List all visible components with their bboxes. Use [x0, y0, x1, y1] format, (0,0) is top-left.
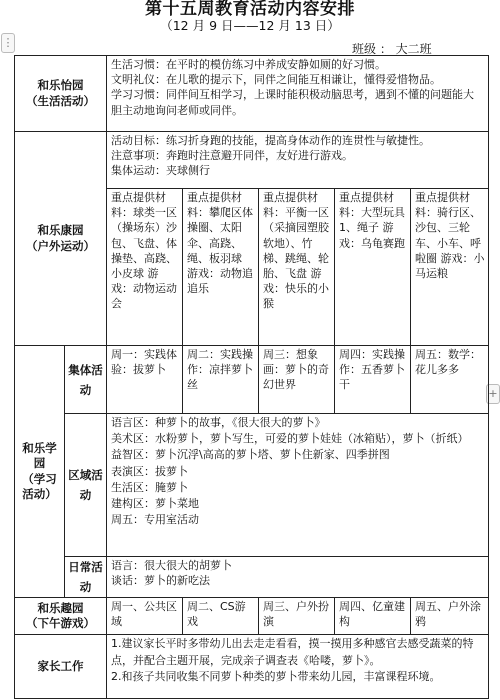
sport-line: 集体运动：夹球侧行 — [111, 164, 210, 178]
fun-day-cell: 周三、户外扮演 — [259, 598, 335, 635]
sport-content — [107, 132, 489, 189]
study-section-label: 和乐学园 （学习活动） — [15, 346, 65, 598]
parents-line: 2.和孩子共同收集不同萝卜种类的萝卜带来幼儿园，丰富课程环境。 — [111, 670, 441, 683]
area-line: 美术区：水粉萝卜，萝卜写生，可爱的萝卜娃娃（冰箱贴），萝卜（折纸） — [111, 432, 469, 446]
page-title: 第十五周教育活动内容安排 — [145, 0, 355, 19]
group-activity-label: 集体活动 — [65, 346, 107, 414]
fun-row — [15, 598, 489, 635]
study-group-row — [15, 346, 489, 414]
class-label: 班级 ： 大二班 — [352, 42, 432, 56]
group-day-cell: 周二：实践操作：凉拌萝卜丝 — [183, 346, 259, 414]
study-area-row — [15, 414, 489, 557]
drag-handle-icon[interactable]: ⋮ — [1, 33, 15, 53]
sport-day-cell: 重点提供材料：骑行区、沙包、三轮车、小车、呼啦圈 游戏：小马运粮 — [411, 189, 489, 346]
fun-day-cell: 周五、户外涂鸦 — [411, 598, 489, 635]
fun-day-cell: 周二、CS游戏 — [183, 598, 259, 635]
area-line: 表演区：拔萝卜 — [111, 464, 188, 478]
life-content — [107, 56, 489, 132]
group-day-cell: 周三：想象画：萝卜的奇幻世界 — [259, 346, 335, 414]
area-line: 语言区：种萝卜的故事，《很大很大的萝卜》 — [111, 416, 326, 429]
date-range: （12 月 9 日——12 月 13 日） — [160, 18, 340, 33]
sport-day-cell: 重点提供材料：球类一区（操场东）沙包、飞盘、体操垫、高跷、小皮球 游戏：动物运动会 — [107, 189, 183, 346]
daily-line: 谈话：萝卜的新吃法 — [111, 574, 210, 588]
area-line: 建构区：萝卜菜地 — [111, 497, 199, 511]
fun-section-label: 和乐趣园 （下午游戏） — [15, 598, 107, 635]
life-section-label: 和乐怡园 （生活活动） — [15, 56, 107, 132]
life-row — [15, 56, 489, 132]
sport-day-cell: 重点提供材料：攀爬区体操圈、太阳伞、高跷、绳、板羽球 游戏：动物追追乐 — [183, 189, 259, 346]
area-content — [107, 414, 489, 557]
daily-line: 语言：很大很大的胡萝卜 — [111, 559, 232, 572]
parents-content — [107, 635, 489, 699]
fun-day-cell: 周一、公共区域 — [107, 598, 183, 635]
sport-line: 活动目标：练习折身跑的技能，提高身体动作的连贯性与敏捷性。 — [111, 134, 430, 147]
daily-activity-label: 日常活动 — [65, 557, 107, 598]
sport-day-cell: 重点提供材料：大型玩具 1、绳子 游戏：乌龟赛跑 — [335, 189, 411, 346]
sport-section-label: 和乐康园 （户外运动） — [15, 132, 107, 346]
schedule-table — [14, 55, 489, 699]
add-column-icon[interactable]: + — [486, 384, 500, 404]
sport-day-cell: 重点提供材料：平衡一区（采摘园塑胶软地）、竹梯、跳绳、轮胎、飞盘 游戏：快乐的小猴 — [259, 189, 335, 346]
parents-row — [15, 635, 489, 699]
parents-line: 1.建议家长平时多带幼儿出去走走看看，摸一摸用多种感官去感受蔬菜的特点，并配合主题开展，完成亲子调查表《哈喽，萝卜》。 — [111, 637, 474, 667]
group-day-cell: 周四：实践操作：五香萝卜干 — [335, 346, 411, 414]
life-line: 文明礼仪：在儿歌的提示下，同伴之间能互相谦让，懂得爱惜物品。 — [111, 73, 441, 87]
group-day-cell: 周五：数学：花儿多多 — [411, 346, 489, 414]
group-day-cell: 周一：实践体验：拔萝卜 — [107, 346, 183, 414]
fun-day-cell: 周四、亿童建构 — [335, 598, 411, 635]
life-line: 学习习惯：同伴间互相学习，上课时能积极动脑思考，遇到不懂的问题能大胆主动地询问老师或同伴。 — [111, 88, 474, 117]
daily-content — [107, 557, 489, 598]
parents-section-label: 家长工作 — [15, 635, 107, 699]
area-activity-label: 区域活动 — [65, 414, 107, 557]
area-line: 生活区：腌萝卜 — [111, 480, 188, 494]
area-line: 益智区：萝卜沉浮\高高的萝卜塔、萝卜住新家、四季拼图 — [111, 448, 390, 462]
sport-row — [15, 132, 489, 189]
sport-line: 注意事项：奔跑时注意避开同伴，友好进行游戏。 — [111, 149, 353, 163]
area-line: 周五：专用室活动 — [111, 513, 199, 527]
study-daily-row — [15, 557, 489, 598]
life-line: 生活习惯：在平时的模仿练习中养成安静如厕的好习惯。 — [111, 58, 386, 71]
